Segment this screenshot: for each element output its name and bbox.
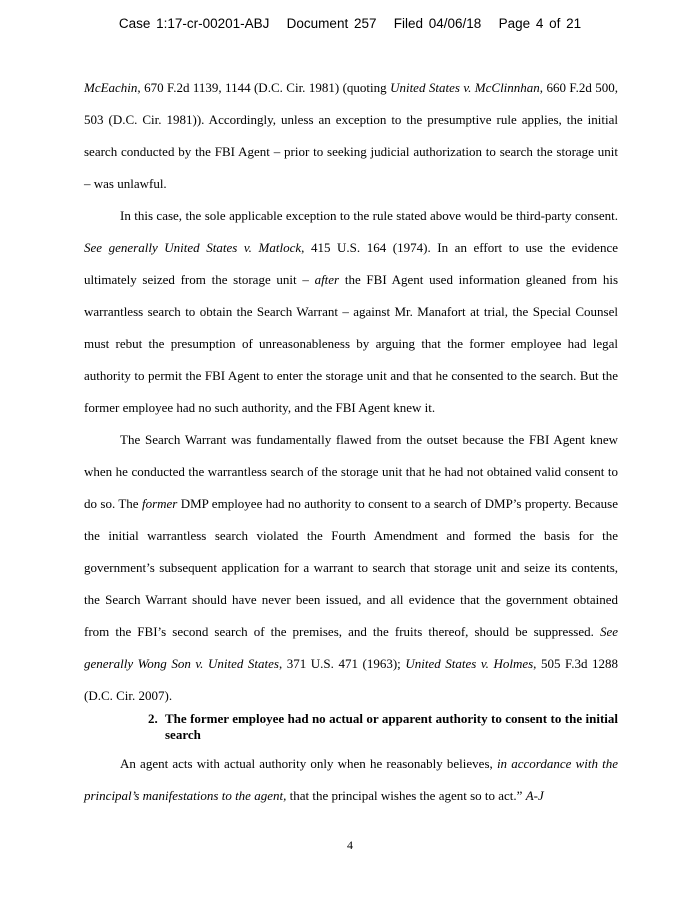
- filed-date: Filed 04/06/18: [393, 16, 482, 31]
- paragraph-3-segment: , 371 U.S. 471 (1963);: [278, 656, 406, 671]
- paragraph-3-segment: DMP employee had no authority to consent to a search of DMP’s property. Because the initial warrantless search violated the Fourth Amendment and formed the basis for the government’s subsequent application for a warrant to search that storage unit and seize its contents, the Search Warrant should have never been issued, and all evidence that the government obtained from the FBI’s second search of the premises, and the fruits thereof, should be suppressed.: [84, 496, 618, 639]
- page-number: 4: [347, 838, 353, 852]
- paragraph-3-segment: , 505 F.3d 1288 (D.C. Cir. 2007).: [84, 656, 618, 703]
- paragraph-2-segment: , 415 U.S. 164 (1974). In an effort to use the evidence ultimately seized from the storage unit –: [84, 240, 618, 287]
- section-number: 2.: [148, 711, 158, 726]
- paragraph-3-segment: See generally Wong Son v. United States: [84, 624, 618, 671]
- paragraph-1-segment: United States v. McClinnhan: [390, 80, 540, 95]
- paragraph-4-segment: An agent acts with actual authority only when he reasonably believes,: [120, 756, 497, 771]
- document-header: [0, 16, 700, 31]
- paragraph-3-segment: United States v. Holmes: [405, 656, 534, 671]
- paragraph-1: [84, 72, 618, 200]
- document-number: Document 257: [286, 16, 377, 31]
- paragraph-2-segment: after: [314, 272, 340, 287]
- paragraph-2: [84, 200, 618, 424]
- paragraph-4: [84, 748, 618, 812]
- paragraph-2-segment: See generally United States v. Matlock: [84, 240, 302, 255]
- section-title: The former employee had no actual or apparent authority to consent to the initial search: [165, 711, 618, 742]
- paragraph-4-segment: in accordance with the principal’s manifestations to the agent,: [84, 756, 619, 803]
- paragraph-3-segment: The Search Warrant was fundamentally flawed from the outset because the FBI Agent knew when he conducted the warrantless search of the storage unit that he had not obtained valid consent to do so. The: [84, 432, 618, 511]
- paragraph-2-segment: the FBI Agent used information gleaned from his warrantless search to obtain the Search Warrant – against Mr. Manafort at trial, the Special Counsel must rebut the presumption of unreasonableness by arguing that the former employee had legal authority to permit the FBI Agent to enter the storage unit and that he consented to the search. But the former employee had no such authority, and the FBI Agent knew it.: [84, 272, 619, 415]
- document-body: [84, 72, 618, 812]
- paragraph-4-segment: A-J: [525, 788, 544, 803]
- section-heading: [84, 711, 618, 743]
- paragraph-1-segment: , 670 F.2d 1139, 1144 (D.C. Cir. 1981) (quoting: [137, 80, 391, 95]
- paragraph-1-segment: , 660 F.2d 500, 503 (D.C. Cir. 1981)). Accordingly, unless an exception to the presumptive rule applies, the initial search conducted by the FBI Agent – prior to seeking judicial authorization to search the storage unit – was unlawful.: [84, 80, 618, 191]
- paragraph-3-segment: former: [141, 496, 178, 511]
- paragraph-3: [84, 424, 618, 712]
- page-count: Page 4 of 21: [498, 16, 582, 31]
- paragraph-1-segment: McEachin: [84, 80, 138, 95]
- paragraph-4-segment: that the principal wishes the agent so to act.”: [286, 788, 526, 803]
- paragraph-2-segment: In this case, the sole applicable exception to the rule stated above would be third-party consent.: [120, 208, 618, 223]
- case-number: Case 1:17-cr-00201-ABJ: [118, 16, 270, 31]
